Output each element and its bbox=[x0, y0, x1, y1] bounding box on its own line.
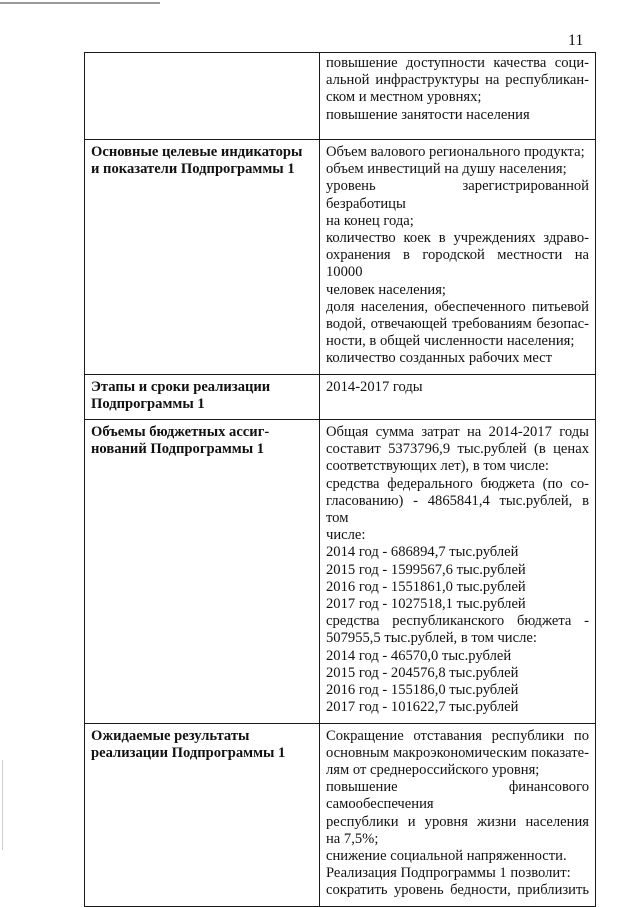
text-line: человек населения; bbox=[326, 281, 446, 298]
text-line: уровень зарегистрированной безработицы bbox=[326, 178, 589, 212]
text-line: охранения в городской местности на 10000 bbox=[326, 247, 589, 281]
text-line: доля населения, обеспеченного питьевой bbox=[326, 298, 589, 315]
text-line: 2016 год - 155186,0 тыс.рублей bbox=[326, 682, 519, 699]
text-line: повышение финансового самообеспечения bbox=[326, 779, 589, 813]
text-line: составит 5373796,9 тыс.рублей (в ценах bbox=[326, 441, 589, 458]
text-line: Сокращение отставания республики по bbox=[326, 727, 589, 744]
text-line: 2014 год - 686894,7 тыс.рублей bbox=[326, 544, 519, 561]
row-label-cell bbox=[85, 140, 320, 375]
text-line: количество коек в учреждениях здраво- bbox=[326, 230, 589, 247]
text-line: 2015 год - 204576,8 тыс.рублей bbox=[326, 664, 519, 681]
text-line: альной инфраструктуры на республикан- bbox=[326, 72, 589, 89]
row-label: Основные целевые индикаторы и показатели Подпрограммы 1 bbox=[91, 144, 303, 178]
text-line: лям от среднероссийского уровня; bbox=[326, 761, 540, 778]
table-row bbox=[85, 140, 596, 375]
text-line: на конец года; bbox=[326, 212, 414, 229]
table-row bbox=[85, 53, 596, 140]
text-line: Реализация Подпрограммы 1 позволит: bbox=[326, 865, 571, 882]
scan-edge-mark bbox=[0, 2, 160, 4]
text-line: Общая сумма затрат на 2014-2017 годы bbox=[326, 424, 589, 441]
row-value-cell bbox=[320, 420, 596, 723]
row-label: Объемы бюджетных ассиг-нований Подпрограммы 1 bbox=[91, 424, 270, 458]
text-line: 2014 год - 46570,0 тыс.рублей bbox=[326, 647, 512, 664]
text-line: 507955,5 тыс.рублей, в том числе: bbox=[326, 630, 537, 647]
table-row bbox=[85, 374, 596, 419]
text-line: гласованию) - 4865841,4 тыс.рублей, в том bbox=[326, 492, 589, 527]
row-value-cell bbox=[320, 53, 596, 140]
row-label: Ожидаемые результаты реализации Подпрограммы 1 bbox=[91, 727, 286, 761]
row-value-cell bbox=[320, 374, 596, 419]
row-value-cell bbox=[320, 140, 596, 375]
text-line: сократить уровень бедности, приблизить bbox=[326, 882, 589, 899]
text-line: соответствующих лет), в том числе: bbox=[326, 458, 549, 475]
text-line: средства федерального бюджета (по со- bbox=[326, 475, 589, 492]
text-line: водой, отвечающей требованиям безопас- bbox=[326, 316, 589, 333]
subprogram-passport-table bbox=[84, 52, 596, 907]
text-line: количество созданных рабочих мест bbox=[326, 350, 553, 367]
text-line: 2017 год - 101622,7 тыс.рублей bbox=[326, 699, 519, 716]
table-row bbox=[85, 723, 596, 906]
row-label-cell bbox=[85, 723, 320, 906]
scan-edge-mark bbox=[2, 760, 3, 850]
text-line: основным макроэкономическим показате- bbox=[326, 744, 589, 761]
text-line: 2017 год - 1027518,1 тыс.рублей bbox=[326, 596, 526, 613]
page-number: 11 bbox=[568, 32, 584, 49]
text-line: числе: bbox=[326, 527, 366, 544]
text-line: ности, в общей численности населения; bbox=[326, 333, 575, 350]
text-line: на 7,5%; bbox=[326, 830, 379, 847]
row-label-cell bbox=[85, 53, 320, 140]
text-line: 2014-2017 годы bbox=[326, 378, 423, 395]
text-line: ском и местном уровнях; bbox=[326, 89, 482, 106]
text-line: повышение доступности качества соци- bbox=[326, 55, 589, 71]
text-line: объем инвестиций на душу населения; bbox=[326, 161, 567, 178]
text-line: Объем валового регионального продукта; bbox=[326, 144, 585, 160]
text-line: 2016 год - 1551861,0 тыс.рублей bbox=[326, 578, 526, 595]
row-label: Этапы и сроки реализации Подпрограммы 1 bbox=[91, 378, 271, 412]
text-line: повышение занятости населения bbox=[326, 106, 530, 123]
row-value-cell bbox=[320, 723, 596, 906]
table-row bbox=[85, 420, 596, 723]
row-label-cell bbox=[85, 420, 320, 723]
row-label-cell bbox=[85, 374, 320, 419]
text-line: 2015 год - 1599567,6 тыс.рублей bbox=[326, 561, 526, 578]
text-line: республики и уровня жизни населения bbox=[326, 813, 589, 830]
text-line: снижение социальной напряженности. bbox=[326, 847, 567, 864]
text-line: средства республиканского бюджета - bbox=[326, 613, 589, 630]
